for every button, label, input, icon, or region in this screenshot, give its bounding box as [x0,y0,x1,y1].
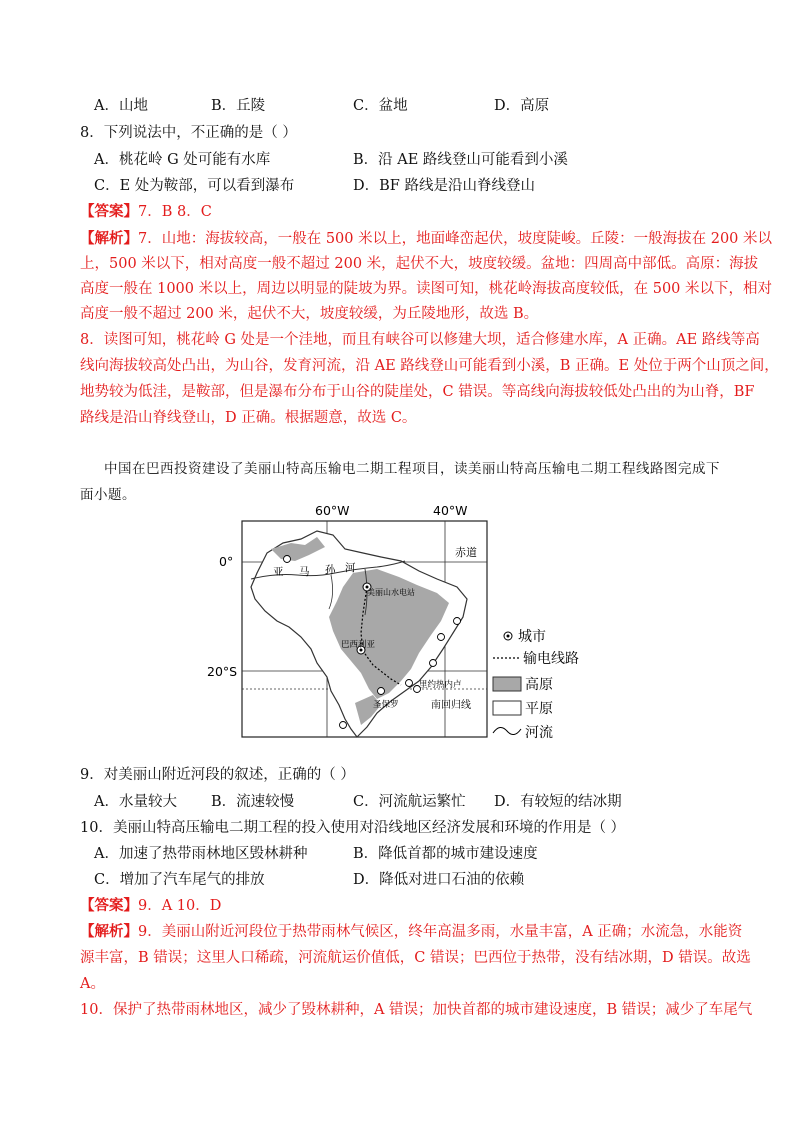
label-20s: 20°S [207,664,238,679]
analysis-7-line-1 [80,226,772,252]
label-amazon-2: 马 [299,566,310,578]
analysis-text: 7．山地：海拔较高，一般在 500 米以上，地面峰峦起伏，坡度陡峻。丘陵：一般海拔在 200 米以 [138,231,773,247]
q9-option-b: B．流速较慢 [211,794,295,810]
q9-option-a: A．水量较大 [94,794,177,810]
q7-option-c: C．盆地 [353,98,408,114]
answer-label: 【答案】 [80,897,138,914]
legend-line-label: 输电线路 [523,651,579,667]
analysis-label: 【解析】 [80,923,138,940]
analysis-8-line-2: 线向海拔较高处凸出，为山谷，发育河流，沿 AE 路线登山可能看到小溪，B 正确。E 处位于两个山顶之间， [80,358,779,374]
analysis-10-line-1: 10．保护了热带雨林地区，减少了毁林耕种，A 错误；加快首都的城市建设速度，B 错误；减少了车尾气 [80,1002,753,1018]
city-marker [430,660,437,667]
city-marker-rio [406,680,413,687]
legend-river-label: 河流 [525,725,553,741]
analysis-7-line-3: 高度一般在 1000 米以上，周边以明显的陡坡为界。读图可知，桃花岭海拔高度较低，在 500 米以下，相对 [80,281,773,297]
analysis-7-line-4: 高度一般不超过 200 米，起伏不大，坡度较缓，为丘陵地形，故选 B。 [80,306,539,322]
legend-plateau-swatch [493,677,521,691]
q8-option-d: D．BF 路线是沿山脊线登山 [353,178,535,194]
analysis-8-line-3: 地势较为低洼，是鞍部，但是瀑布分布于山谷的陡崖处，C 错误。等高线向海拔较低处凸出的为山脊，BF [80,384,755,400]
label-0-deg: 0° [219,554,234,569]
label-equator: 赤道 [455,546,477,559]
material-intro-line-1: 中国在巴西投资建设了美丽山特高压输电二期工程项目，读美丽山特高压输电二期工程线路图完成下 [104,461,720,477]
analysis-text: 9．美丽山附近河段位于热带雨林气候区，终年高温多雨，水量丰富，A 正确；水流急，水能资 [138,924,743,940]
city-marker-sp [378,688,385,695]
material-intro-line-2: 面小题。 [80,487,136,503]
label-rio: 里约热内卢 [419,680,462,690]
label-station: 美丽山水电站 [367,588,415,597]
label-amazon-3: 孙 [325,564,336,576]
label-amazon-4: 河 [345,562,356,574]
q7-option-a: A．山地 [94,98,148,114]
q10-option-a: A．加速了热带雨林地区毁林耕种 [94,846,308,862]
legend-river-swatch [493,727,521,734]
label-capital: 巴西利亚 [341,640,376,650]
q10-stem: 10．美丽山特高压输电二期工程的投入使用对沿线地区经济发展和环境的作用是（ ） [80,820,626,836]
q8-option-c: C．E 处为鞍部，可以看到瀑布 [94,178,295,194]
answer-9-10 [80,893,221,919]
city-marker [454,618,461,625]
label-tropic: 南回归线 [431,700,471,711]
legend-plateau-label: 高原 [525,677,553,693]
legend-plain-label: 平原 [525,701,553,717]
analysis-label: 【解析】 [80,230,138,247]
analysis-9-line-1 [80,919,742,945]
analysis-8-line-1: 8．读图可知，桃花岭 G 处是一个洼地，而且有峡谷可以修建大坝，适合修建水库，A 正确。AE 路线等高 [80,332,760,348]
q10-option-b: B．降低首都的城市建设速度 [353,846,538,862]
legend [493,629,579,741]
label-sao-paulo: 圣保罗 [373,700,399,710]
q7-option-d: D．高原 [494,98,550,114]
label-amazon-1: 亚 [273,566,284,578]
q7-option-b: B．丘陵 [211,98,266,114]
analysis-9-line-3: A。 [80,976,105,992]
legend-city-label: 城市 [518,629,546,645]
q9-option-d: D．有较短的结冰期 [494,794,622,810]
answer-text: 7．B 8．C [138,204,212,220]
q9-stem: 9．对美丽山附近河段的叙述，正确的（ ） [80,767,355,783]
label-40w: 40°W [433,503,468,518]
brazil-transmission-map [205,503,605,743]
answer-text: 9．A 10．D [138,898,222,914]
legend-plain-swatch [493,701,521,715]
city-marker [340,722,347,729]
analysis-7-line-2: 上，500 米以下，相对高度一般不超过 200 米，起伏不大，坡度较缓。盆地：四周高中部低。高原：海拔 [80,256,759,272]
q8-stem: 8．下列说法中，不正确的是（ ） [80,125,297,141]
q10-option-c: C．增加了汽车尾气的排放 [94,872,265,888]
q10-option-d: D．降低对进口石油的依赖 [353,872,525,888]
q8-option-b: B．沿 AE 路线登山可能看到小溪 [353,152,568,168]
analysis-9-line-2: 源丰富，B 错误；这里人口稀疏，河流航运价值低，C 错误；巴西位于热带，没有结冰期，D 错误。故选 [80,950,751,966]
answer-7-8 [80,199,212,225]
city-marker [284,556,291,563]
q8-option-a: A．桃花岭 G 处可能有水库 [94,152,271,168]
analysis-8-line-4: 路线是沿山脊线登山，D 正确。根据题意，故选 C。 [80,410,417,426]
label-60w: 60°W [315,503,350,518]
answer-label: 【答案】 [80,203,138,220]
legend-city [504,629,546,645]
q9-option-c: C．河流航运繁忙 [353,794,466,810]
city-marker [438,634,445,641]
